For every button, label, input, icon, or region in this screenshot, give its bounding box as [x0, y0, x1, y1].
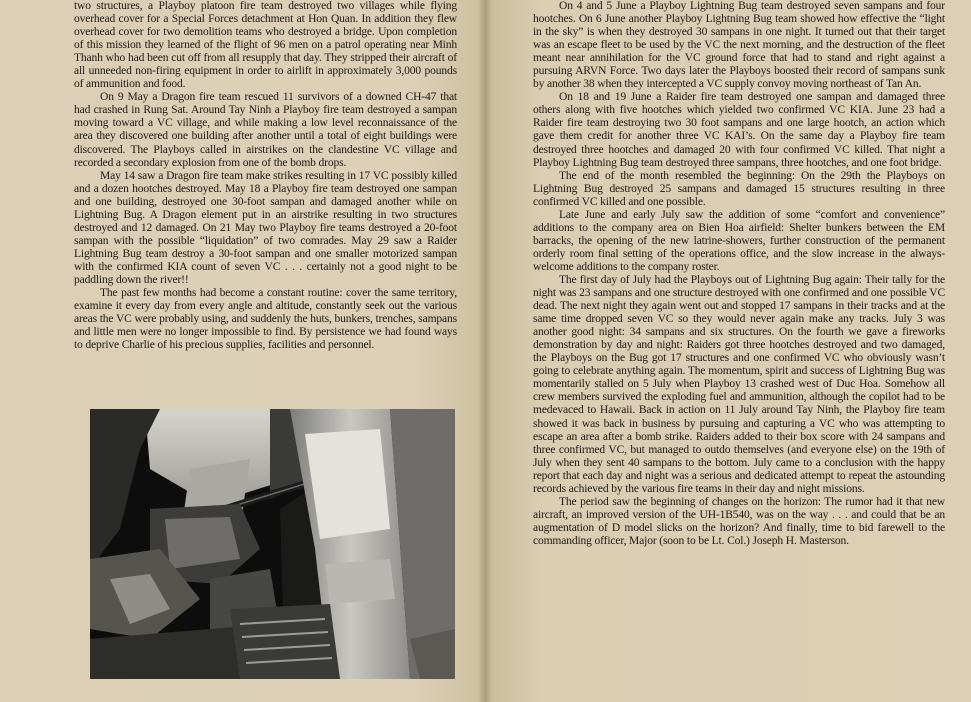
right-column-text	[533, 0, 945, 548]
helicopter-door-gun-photo-icon	[90, 409, 455, 679]
paragraph: The period saw the beginning of changes on the horizon: The rumor had it that new aircraft, an improved version of the UH-1B540, was on the way . . . and could that be an augmentation of D model slicks on the horizon? And finally, time to bid farewell to the commanding officer, Major (soon to be Lt. Col.) Joseph H. Masterson.	[533, 495, 945, 547]
paragraph: The end of the month resembled the beginning: On the 29th the Playboys on Lightning Bug destroyed 25 sampans and damaged 15 structures resulting in three confirmed VC killed and one possible.	[533, 169, 945, 208]
paragraph: two structures, a Playboy platoon fire team destroyed two villages while flying overhead cover for a Special Forces detachment at Hon Quan. In addition they flew overhead cover for two demolition teams who destroyed a bridge. Upon completion of this mission they learned of the flight of 96 men on a patrol operating near Minh Thanh who had been cut off from all resupply that day. They stripped their aircraft of all unneeded non-firing equipment in order to airlift in approximately 3,000 pounds of ammunition and food.	[74, 0, 457, 91]
paragraph: The past few months had become a constant routine: cover the same territory, examine it every day from every angle and altitude, constantly seek out the various areas the VC were probably using, and suddenly the huts, bunkers, trenches, sampans and little men were no longer impossible to find. By persistence we had found ways to deprive Charlie of his precious supplies, facilities and personnel.	[74, 287, 457, 352]
left-column-text	[74, 0, 457, 352]
left-page	[0, 0, 485, 702]
paragraph: The first day of July had the Playboys out of Lightning Bug again: Their tally for the night was 23 sampans and one structure destroyed with one confirmed and one possible VC dead. The next night they again went out and stopped 17 sampans in their tracks and at the same time dropped seven VC so they would never again make any tracks. July 3 was another good night: 34 sampans and six structures. On the fourth we gave a fireworks demonstration by day and night: Raiders got three hootches destroyed and two damaged, the Playboys on the Bug got 17 structures and one confirmed VC who obviously wasn’t going to celebrate anything again. The momentum, spirit and success of Lightning Bug was momentarily stalled on 5 July when Playboy 13 crashed west of Duc Hoa. Somehow all crew members survived the exploding fuel and ammunition, although the copilot had to be medevaced to Hawaii. Back in action on 11 July around Tay Ninh, the Playboy fire team showed it was back in business by pursuing and capturing a VC who was attempting to escape an area after a bomb strike. Raiders added to their box score with 24 sampans and three confirmed VC, but managed to outdo themselves (and everyone else) on the 19th of July when they sent 40 sampans to the bottom. July came to a conclusion with the happy report that each day and night was a serious and dedicated attempt to repeat the astounding records achieved by the various fire teams in their day and night missions.	[533, 273, 945, 495]
door-gunner-photo	[90, 409, 455, 679]
paragraph: On 4 and 5 June a Playboy Lightning Bug team destroyed seven sampans and four hootches. On 6 June another Playboy Lightning Bug team showed how effective the “light in the sky” is when they destroyed 30 sampans in one night. It turned out that their target was an escape fleet to be used by the VC the next morning, and the destruction of the fleet meant near annihilation for the VC ground force that had to stand and right against a pursuing ARVN Force. Two days later the Playboys boosted their record of sampans sunk by another 38 when they intercepted a VC supply convoy moving northeast of Tan An.	[533, 0, 945, 91]
paragraph: May 14 saw a Dragon fire team make strikes resulting in 17 VC possibly killed and a dozen hootches destroyed. May 18 a Playboy fire team destroyed one sampan and one building, destroyed one 30-foot sampan and damaged another while on Lightning Bug. A Dragon element put in an airstrike resulting in two structures destroyed and 12 damaged. On 21 May two Playboy fire teams destroyed a 20-foot sampan with the possible “liquidation” of two comrades. May 29 saw a Raider Lightning Bug team destroy a 30-foot sampan and one smaller motorized sampan with the confirmed KIA count of seven VC . . . certainly not a good night to be paddling down the river!!	[74, 169, 457, 286]
paragraph: Late June and early July saw the addition of some “comfort and convenience” additions to the company area on Bien Hoa airfield: Shelter bunkers between the EM barracks, the opening of the new latrine-showers, further construction of the permanent orderly room final setting of the operations office, and the slow increase in the always-welcome additions to the company roster.	[533, 208, 945, 273]
paragraph: On 18 and 19 June a Raider fire team destroyed one sampan and damaged three others along with five hootches which yielded two confirmed VC KIA. June 23 had a Raider fire team destroying two 30 foot sampans and one large hootch, an action which gave them credit for another three VC KAI’s. On the same day a Playboy fire team destroyed three hootches and damaged 20 with four confirmed VC killed. That night a Playboy Lightning Bug team destroyed three sampans, three hootches, and one foot bridge.	[533, 91, 945, 169]
book-gutter	[478, 0, 492, 702]
right-page	[485, 0, 971, 702]
paragraph: On 9 May a Dragon fire team rescued 11 survivors of a downed CH-47 that had crashed in Rung Sat. Around Tay Ninh a Playboy fire team destroyed a sampan moving toward a VC village, and while making a low level reconnaissance of the area they discovered one building after another until a total of eight buildings were discovered. The Playboys called in airstrikes on the clandestine VC village and recorded a secondary explosion from one of the bomb drops.	[74, 91, 457, 169]
